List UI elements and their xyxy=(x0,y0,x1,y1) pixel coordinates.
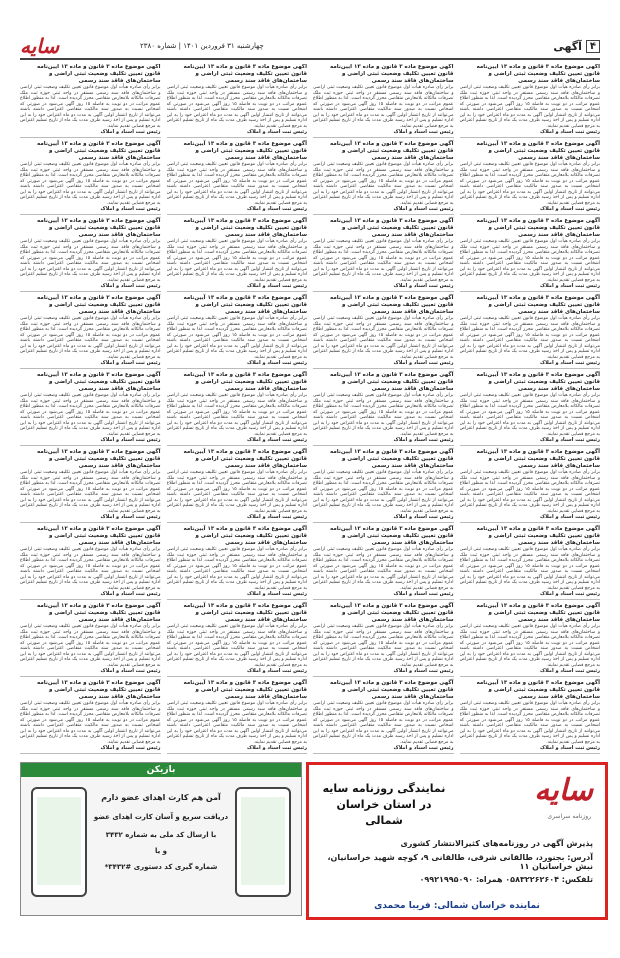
organ-ad-line4: و یا xyxy=(154,847,168,855)
notice-body: برابر رأی صادره هیأت اول موضوع قانون تعیین تکلیف وضعیت ثبتی اراضی و ساختمان‌های فاقد سند رسمی مستقر در واحد ثبتی حوزه ثبت ملک تصرفات مالکانه بلامعارض متقاضی محرز گردیده است. لذا به منظور اطلاع عموم مراتب در دو نوبت به فاصله ۱۵ روز آگهی می‌شود در صورتی که اشخاص نسبت به صدور سند مالکیت متقاضی اعتراضی داشته باشند می‌توانند از تاریخ انتشار اولین آگهی به مدت دو ماه اعتراض خود را به این اداره تسلیم و پس از اخذ رسید ظرف مدت یک ماه از تاریخ تسلیم اعتراض به مرجع قضایی تقدیم نمایند. xyxy=(459,701,600,745)
legal-notice xyxy=(167,680,308,754)
notice-body: برابر رأی صادره هیأت اول موضوع قانون تعیین تکلیف وضعیت ثبتی اراضی و ساختمان‌های فاقد سند رسمی مستقر در واحد ثبتی حوزه ثبت ملک تصرفات مالکانه بلامعارض متقاضی محرز گردیده است. لذا به منظور اطلاع عموم مراتب در دو نوبت به فاصله ۱۵ روز آگهی می‌شود در صورتی که اشخاص نسبت به صدور سند مالکیت متقاضی اعتراضی داشته باشند می‌توانند از تاریخ انتشار اولین آگهی به مدت دو ماه اعتراض خود را به این اداره تسلیم و پس از اخذ رسید ظرف مدت یک ماه از تاریخ تسلیم اعتراض به مرجع قضایی تقدیم نمایند. xyxy=(313,470,454,514)
legal-notice xyxy=(313,372,454,446)
notice-signature: رئیس ثبت اسناد و املاک xyxy=(393,437,454,443)
notice-title: آگهی موضوع ماده ۳ قانون و ماده ۱۳ آیین‌نامه قانون تعیین تکلیف وضعیت ثبتی اراضی و ساختمان‌های فاقد سند رسمی xyxy=(37,141,161,161)
notice-column xyxy=(20,64,161,754)
notice-signature: رئیس ثبت اسناد و املاک xyxy=(247,360,307,366)
notice-body: برابر رأی صادره هیأت اول موضوع قانون تعیین تکلیف وضعیت ثبتی اراضی و ساختمان‌های فاقد سند رسمی مستقر در واحد ثبتی حوزه ثبت ملک تصرفات مالکانه بلامعارض متقاضی محرز گردیده است. لذا به منظور اطلاع عموم مراتب در دو نوبت به فاصله ۱۵ روز آگهی می‌شود در صورتی که اشخاص نسبت به صدور سند مالکیت متقاضی اعتراضی داشته باشند می‌توانند از تاریخ انتشار اولین آگهی به مدت دو ماه اعتراض خود را به این اداره تسلیم و پس از اخذ رسید ظرف مدت یک ماه از تاریخ تسلیم اعتراض به مرجع قضایی تقدیم نمایند. xyxy=(313,701,454,745)
notice-title: آگهی موضوع ماده ۳ قانون و ماده ۱۳ آیین‌نامه قانون تعیین تکلیف وضعیت ثبتی اراضی و ساختمان‌های فاقد سند رسمی xyxy=(330,449,454,469)
legal-notice xyxy=(167,295,308,369)
issue-info: چهارشنبه ۳۱ فروردین ۱۴۰۱ | شماره ۲۳۸۰ xyxy=(140,42,264,50)
notice-body: برابر رأی صادره هیأت اول موضوع قانون تعیین تکلیف وضعیت ثبتی اراضی و ساختمان‌های فاقد سند رسمی مستقر در واحد ثبتی حوزه ثبت ملک تصرفات مالکانه بلامعارض متقاضی محرز گردیده است. لذا به منظور اطلاع عموم مراتب در دو نوبت به فاصله ۱۵ روز آگهی می‌شود در صورتی که اشخاص نسبت به صدور سند مالکیت متقاضی اعتراضی داشته باشند می‌توانند از تاریخ انتشار اولین آگهی به مدت دو ماه اعتراض خود را به این اداره تسلیم و پس از اخذ رسید ظرف مدت یک ماه از تاریخ تسلیم اعتراض به مرجع قضایی تقدیم نمایند. xyxy=(313,547,454,591)
notice-signature: رئیس ثبت اسناد و املاک xyxy=(247,283,307,289)
notice-signature: رئیس ثبت اسناد و املاک xyxy=(393,514,454,520)
notice-title: آگهی موضوع ماده ۳ قانون و ماده ۱۳ آیین‌نامه قانون تعیین تکلیف وضعیت ثبتی اراضی و ساختمان‌های فاقد سند رسمی xyxy=(37,372,161,392)
notice-signature: رئیس ثبت اسناد و املاک xyxy=(100,514,161,520)
legal-notice xyxy=(20,449,161,523)
saye-representative-ad xyxy=(306,762,608,920)
notice-signature: رئیس ثبت اسناد و املاک xyxy=(100,283,161,289)
legal-notice xyxy=(313,64,454,138)
organ-donation-ad xyxy=(20,762,302,916)
notice-body: برابر رأی صادره هیأت اول موضوع قانون تعیین تکلیف وضعیت ثبتی اراضی و ساختمان‌های فاقد سند رسمی مستقر در واحد ثبتی حوزه ثبت ملک تصرفات مالکانه بلامعارض متقاضی محرز گردیده است. لذا به منظور اطلاع عموم مراتب در دو نوبت به فاصله ۱۵ روز آگهی می‌شود در صورتی که اشخاص نسبت به صدور سند مالکیت متقاضی اعتراضی داشته باشند می‌توانند از تاریخ انتشار اولین آگهی به مدت دو ماه اعتراض خود را به این اداره تسلیم و پس از اخذ رسید ظرف مدت یک ماه از تاریخ تسلیم اعتراض به مرجع قضایی تقدیم نمایند. xyxy=(313,85,454,129)
notice-title: آگهی موضوع ماده ۳ قانون و ماده ۱۳ آیین‌نامه قانون تعیین تکلیف وضعیت ثبتی اراضی و ساختمان‌های فاقد سند رسمی xyxy=(476,680,600,700)
notice-body: برابر رأی صادره هیأت اول موضوع قانون تعیین تکلیف وضعیت ثبتی اراضی و ساختمان‌های فاقد سند رسمی مستقر در واحد ثبتی حوزه ثبت ملک تصرفات مالکانه بلامعارض متقاضی محرز گردیده است. لذا به منظور اطلاع عموم مراتب در دو نوبت به فاصله ۱۵ روز آگهی می‌شود در صورتی که اشخاص نسبت به صدور سند مالکیت متقاضی اعتراضی داشته باشند می‌توانند از تاریخ انتشار اولین آگهی به مدت دو ماه اعتراض خود را به این اداره تسلیم و پس از اخذ رسید ظرف مدت یک ماه از تاریخ تسلیم اعتراض به مرجع قضایی تقدیم نمایند. xyxy=(20,239,161,283)
notice-columns xyxy=(20,64,600,754)
notice-body: برابر رأی صادره هیأت اول موضوع قانون تعیین تکلیف وضعیت ثبتی اراضی و ساختمان‌های فاقد سند رسمی مستقر در واحد ثبتی حوزه ثبت ملک تصرفات مالکانه بلامعارض متقاضی محرز گردیده است. لذا به منظور اطلاع عموم مراتب در دو نوبت به فاصله ۱۵ روز آگهی می‌شود در صورتی که اشخاص نسبت به صدور سند مالکیت متقاضی اعتراضی داشته باشند می‌توانند از تاریخ انتشار اولین آگهی به مدت دو ماه اعتراض خود را به این اداره تسلیم و پس از اخذ رسید ظرف مدت یک ماه از تاریخ تسلیم اعتراض به مرجع قضایی تقدیم نمایند. xyxy=(459,316,600,360)
notice-body: برابر رأی صادره هیأت اول موضوع قانون تعیین تکلیف وضعیت ثبتی اراضی و ساختمان‌های فاقد سند رسمی مستقر در واحد ثبتی حوزه ثبت ملک تصرفات مالکانه بلامعارض متقاضی محرز گردیده است. لذا به منظور اطلاع عموم مراتب در دو نوبت به فاصله ۱۵ روز آگهی می‌شود در صورتی که اشخاص نسبت به صدور سند مالکیت متقاضی اعتراضی داشته باشند می‌توانند از تاریخ انتشار اولین آگهی به مدت دو ماه اعتراض خود را به این اداره تسلیم و پس از اخذ رسید ظرف مدت یک ماه از تاریخ تسلیم اعتراض به مرجع قضایی تقدیم نمایند. xyxy=(459,624,600,668)
notice-body: برابر رأی صادره هیأت اول موضوع قانون تعیین تکلیف وضعیت ثبتی اراضی و ساختمان‌های فاقد سند رسمی مستقر در واحد ثبتی حوزه ثبت ملک تصرفات مالکانه بلامعارض متقاضی محرز گردیده است. لذا به منظور اطلاع عموم مراتب در دو نوبت به فاصله ۱۵ روز آگهی می‌شود در صورتی که اشخاص نسبت به صدور سند مالکیت متقاضی اعتراضی داشته باشند می‌توانند از تاریخ انتشار اولین آگهی به مدت دو ماه اعتراض خود را به این اداره تسلیم و پس از اخذ رسید ظرف مدت یک ماه از تاریخ تسلیم اعتراض به مرجع قضایی تقدیم نمایند. xyxy=(313,162,454,206)
notice-title: آگهی موضوع ماده ۳ قانون و ماده ۱۳ آیین‌نامه قانون تعیین تکلیف وضعیت ثبتی اراضی و ساختمان‌های فاقد سند رسمی xyxy=(183,295,307,315)
saye-logo: سایه xyxy=(534,773,593,808)
notice-signature: رئیس ثبت اسناد و املاک xyxy=(540,745,600,751)
notice-title: آگهی موضوع ماده ۳ قانون و ماده ۱۳ آیین‌نامه قانون تعیین تکلیف وضعیت ثبتی اراضی و ساختمان‌های فاقد سند رسمی xyxy=(37,526,161,546)
notice-body: برابر رأی صادره هیأت اول موضوع قانون تعیین تکلیف وضعیت ثبتی اراضی و ساختمان‌های فاقد سند رسمی مستقر در واحد ثبتی حوزه ثبت ملک تصرفات مالکانه بلامعارض متقاضی محرز گردیده است. لذا به منظور اطلاع عموم مراتب در دو نوبت به فاصله ۱۵ روز آگهی می‌شود در صورتی که اشخاص نسبت به صدور سند مالکیت متقاضی اعتراضی داشته باشند می‌توانند از تاریخ انتشار اولین آگهی به مدت دو ماه اعتراض خود را به این اداره تسلیم و پس از اخذ رسید ظرف مدت یک ماه از تاریخ تسلیم اعتراض به مرجع قضایی تقدیم نمایند. xyxy=(166,624,307,668)
legal-notice xyxy=(167,372,308,446)
legal-notice xyxy=(460,449,601,523)
legal-notice xyxy=(460,603,601,677)
legal-notice xyxy=(460,526,601,600)
notice-title: آگهی موضوع ماده ۳ قانون و ماده ۱۳ آیین‌نامه قانون تعیین تکلیف وضعیت ثبتی اراضی و ساختمان‌های فاقد سند رسمی xyxy=(37,449,161,469)
notice-title: آگهی موضوع ماده ۳ قانون و ماده ۱۳ آیین‌نامه قانون تعیین تکلیف وضعیت ثبتی اراضی و ساختمان‌های فاقد سند رسمی xyxy=(330,295,454,315)
notice-title: آگهی موضوع ماده ۳ قانون و ماده ۱۳ آیین‌نامه قانون تعیین تکلیف وضعیت ثبتی اراضی و ساختمان‌های فاقد سند رسمی xyxy=(330,141,454,161)
ad-line-address: آدرس: بجنورد، طالقانی شرقی، طالقانی ۹، کوچه شهید خراسانیان، نبش خراسانیان ۱۱ xyxy=(327,853,593,871)
legal-notice xyxy=(167,218,308,292)
legal-notice xyxy=(460,372,601,446)
notice-title: آگهی موضوع ماده ۳ قانون و ماده ۱۳ آیین‌نامه قانون تعیین تکلیف وضعیت ثبتی اراضی و ساختمان‌های فاقد سند رسمی xyxy=(330,680,454,700)
phone-image-left xyxy=(31,787,87,897)
notice-body: برابر رأی صادره هیأت اول موضوع قانون تعیین تکلیف وضعیت ثبتی اراضی و ساختمان‌های فاقد سند رسمی مستقر در واحد ثبتی حوزه ثبت ملک تصرفات مالکانه بلامعارض متقاضی محرز گردیده است. لذا به منظور اطلاع عموم مراتب در دو نوبت به فاصله ۱۵ روز آگهی می‌شود در صورتی که اشخاص نسبت به صدور سند مالکیت متقاضی اعتراضی داشته باشند می‌توانند از تاریخ انتشار اولین آگهی به مدت دو ماه اعتراض خود را به این اداره تسلیم و پس از اخذ رسید ظرف مدت یک ماه از تاریخ تسلیم اعتراض به مرجع قضایی تقدیم نمایند. xyxy=(459,393,600,437)
notice-body: برابر رأی صادره هیأت اول موضوع قانون تعیین تکلیف وضعیت ثبتی اراضی و ساختمان‌های فاقد سند رسمی مستقر در واحد ثبتی حوزه ثبت ملک تصرفات مالکانه بلامعارض متقاضی محرز گردیده است. لذا به منظور اطلاع عموم مراتب در دو نوبت به فاصله ۱۵ روز آگهی می‌شود در صورتی که اشخاص نسبت به صدور سند مالکیت متقاضی اعتراضی داشته باشند می‌توانند از تاریخ انتشار اولین آگهی به مدت دو ماه اعتراض خود را به این اداره تسلیم و پس از اخذ رسید ظرف مدت یک ماه از تاریخ تسلیم اعتراض به مرجع قضایی تقدیم نمایند. xyxy=(20,162,161,206)
notice-title: آگهی موضوع ماده ۳ قانون و ماده ۱۳ آیین‌نامه قانون تعیین تکلیف وضعیت ثبتی اراضی و ساختمان‌های فاقد سند رسمی xyxy=(183,64,307,84)
notice-body: برابر رأی صادره هیأت اول موضوع قانون تعیین تکلیف وضعیت ثبتی اراضی و ساختمان‌های فاقد سند رسمی مستقر در واحد ثبتی حوزه ثبت ملک تصرفات مالکانه بلامعارض متقاضی محرز گردیده است. لذا به منظور اطلاع عموم مراتب در دو نوبت به فاصله ۱۵ روز آگهی می‌شود در صورتی که اشخاص نسبت به صدور سند مالکیت متقاضی اعتراضی داشته باشند می‌توانند از تاریخ انتشار اولین آگهی به مدت دو ماه اعتراض خود را به این اداره تسلیم و پس از اخذ رسید ظرف مدت یک ماه از تاریخ تسلیم اعتراض به مرجع قضایی تقدیم نمایند. xyxy=(166,393,307,437)
notice-body: برابر رأی صادره هیأت اول موضوع قانون تعیین تکلیف وضعیت ثبتی اراضی و ساختمان‌های فاقد سند رسمی مستقر در واحد ثبتی حوزه ثبت ملک تصرفات مالکانه بلامعارض متقاضی محرز گردیده است. لذا به منظور اطلاع عموم مراتب در دو نوبت به فاصله ۱۵ روز آگهی می‌شود در صورتی که اشخاص نسبت به صدور سند مالکیت متقاضی اعتراضی داشته باشند می‌توانند از تاریخ انتشار اولین آگهی به مدت دو ماه اعتراض خود را به این اداره تسلیم و پس از اخذ رسید ظرف مدت یک ماه از تاریخ تسلیم اعتراض به مرجع قضایی تقدیم نمایند. xyxy=(313,239,454,283)
ad-line-acceptance: پذیرش آگهی در روزنامه‌های کثیرالانتشار کشوری xyxy=(400,839,593,848)
notice-signature: رئیس ثبت اسناد و املاک xyxy=(540,668,600,674)
notice-signature: رئیس ثبت اسناد و املاک xyxy=(247,129,307,135)
notice-signature: رئیس ثبت اسناد و املاک xyxy=(393,591,454,597)
organ-ad-header: بازیکن xyxy=(21,763,301,777)
notice-body: برابر رأی صادره هیأت اول موضوع قانون تعیین تکلیف وضعیت ثبتی اراضی و ساختمان‌های فاقد سند رسمی مستقر در واحد ثبتی حوزه ثبت ملک تصرفات مالکانه بلامعارض متقاضی محرز گردیده است. لذا به منظور اطلاع عموم مراتب در دو نوبت به فاصله ۱۵ روز آگهی می‌شود در صورتی که اشخاص نسبت به صدور سند مالکیت متقاضی اعتراضی داشته باشند می‌توانند از تاریخ انتشار اولین آگهی به مدت دو ماه اعتراض خود را به این اداره تسلیم و پس از اخذ رسید ظرف مدت یک ماه از تاریخ تسلیم اعتراض به مرجع قضایی تقدیم نمایند. xyxy=(166,162,307,206)
notice-signature: رئیس ثبت اسناد و املاک xyxy=(100,591,161,597)
notice-signature: رئیس ثبت اسناد و املاک xyxy=(393,668,454,674)
notice-signature: رئیس ثبت اسناد و املاک xyxy=(393,360,454,366)
notice-body: برابر رأی صادره هیأت اول موضوع قانون تعیین تکلیف وضعیت ثبتی اراضی و ساختمان‌های فاقد سند رسمی مستقر در واحد ثبتی حوزه ثبت ملک تصرفات مالکانه بلامعارض متقاضی محرز گردیده است. لذا به منظور اطلاع عموم مراتب در دو نوبت به فاصله ۱۵ روز آگهی می‌شود در صورتی که اشخاص نسبت به صدور سند مالکیت متقاضی اعتراضی داشته باشند می‌توانند از تاریخ انتشار اولین آگهی به مدت دو ماه اعتراض خود را به این اداره تسلیم و پس از اخذ رسید ظرف مدت یک ماه از تاریخ تسلیم اعتراض به مرجع قضایی تقدیم نمایند. xyxy=(313,624,454,668)
legal-notice xyxy=(460,218,601,292)
legal-notice xyxy=(313,603,454,677)
legal-notice xyxy=(20,526,161,600)
notice-title: آگهی موضوع ماده ۳ قانون و ماده ۱۳ آیین‌نامه قانون تعیین تکلیف وضعیت ثبتی اراضی و ساختمان‌های فاقد سند رسمی xyxy=(476,141,600,161)
organ-ad-line1: آمن هم کارت اهدای عضو دارم xyxy=(101,793,221,802)
notice-title: آگهی موضوع ماده ۳ قانون و ماده ۱۳ آیین‌نامه قانون تعیین تکلیف وضعیت ثبتی اراضی و ساختمان‌های فاقد سند رسمی xyxy=(476,449,600,469)
notice-title: آگهی موضوع ماده ۳ قانون و ماده ۱۳ آیین‌نامه قانون تعیین تکلیف وضعیت ثبتی اراضی و ساختمان‌های فاقد سند رسمی xyxy=(330,372,454,392)
notice-title: آگهی موضوع ماده ۳ قانون و ماده ۱۳ آیین‌نامه قانون تعیین تکلیف وضعیت ثبتی اراضی و ساختمان‌های فاقد سند رسمی xyxy=(183,603,307,623)
legal-notice xyxy=(313,449,454,523)
notice-body: برابر رأی صادره هیأت اول موضوع قانون تعیین تکلیف وضعیت ثبتی اراضی و ساختمان‌های فاقد سند رسمی مستقر در واحد ثبتی حوزه ثبت ملک تصرفات مالکانه بلامعارض متقاضی محرز گردیده است. لذا به منظور اطلاع عموم مراتب در دو نوبت به فاصله ۱۵ روز آگهی می‌شود در صورتی که اشخاص نسبت به صدور سند مالکیت متقاضی اعتراضی داشته باشند می‌توانند از تاریخ انتشار اولین آگهی به مدت دو ماه اعتراض خود را به این اداره تسلیم و پس از اخذ رسید ظرف مدت یک ماه از تاریخ تسلیم اعتراض به مرجع قضایی تقدیم نمایند. xyxy=(20,547,161,591)
notice-title: آگهی موضوع ماده ۳ قانون و ماده ۱۳ آیین‌نامه قانون تعیین تکلیف وضعیت ثبتی اراضی و ساختمان‌های فاقد سند رسمی xyxy=(183,449,307,469)
notice-title: آگهی موضوع ماده ۳ قانون و ماده ۱۳ آیین‌نامه قانون تعیین تکلیف وضعیت ثبتی اراضی و ساختمان‌های فاقد سند رسمی xyxy=(37,64,161,84)
notice-signature: رئیس ثبت اسناد و املاک xyxy=(100,360,161,366)
notice-title: آگهی موضوع ماده ۳ قانون و ماده ۱۳ آیین‌نامه قانون تعیین تکلیف وضعیت ثبتی اراضی و ساختمان‌های فاقد سند رسمی xyxy=(330,526,454,546)
legal-notice xyxy=(460,64,601,138)
notice-title: آگهی موضوع ماده ۳ قانون و ماده ۱۳ آیین‌نامه قانون تعیین تکلیف وضعیت ثبتی اراضی و ساختمان‌های فاقد سند رسمی xyxy=(183,680,307,700)
notice-title: آگهی موضوع ماده ۳ قانون و ماده ۱۳ آیین‌نامه قانون تعیین تکلیف وضعیت ثبتی اراضی و ساختمان‌های فاقد سند رسمی xyxy=(476,603,600,623)
notice-body: برابر رأی صادره هیأت اول موضوع قانون تعیین تکلیف وضعیت ثبتی اراضی و ساختمان‌های فاقد سند رسمی مستقر در واحد ثبتی حوزه ثبت ملک تصرفات مالکانه بلامعارض متقاضی محرز گردیده است. لذا به منظور اطلاع عموم مراتب در دو نوبت به فاصله ۱۵ روز آگهی می‌شود در صورتی که اشخاص نسبت به صدور سند مالکیت متقاضی اعتراضی داشته باشند می‌توانند از تاریخ انتشار اولین آگهی به مدت دو ماه اعتراض خود را به این اداره تسلیم و پس از اخذ رسید ظرف مدت یک ماه از تاریخ تسلیم اعتراض به مرجع قضایی تقدیم نمایند. xyxy=(459,85,600,129)
legal-notice xyxy=(20,372,161,446)
ad-title: نمایندگی روزنامه سایه در استان خراسان شمالی xyxy=(322,782,446,827)
notice-signature: رئیس ثبت اسناد و املاک xyxy=(540,360,600,366)
organ-ad-line5: شماره گیری کد دستوری #۳۴۳۲* xyxy=(104,863,218,871)
legal-notice xyxy=(20,680,161,754)
legal-notice xyxy=(313,526,454,600)
notice-body: برابر رأی صادره هیأت اول موضوع قانون تعیین تکلیف وضعیت ثبتی اراضی و ساختمان‌های فاقد سند رسمی مستقر در واحد ثبتی حوزه ثبت ملک تصرفات مالکانه بلامعارض متقاضی محرز گردیده است. لذا به منظور اطلاع عموم مراتب در دو نوبت به فاصله ۱۵ روز آگهی می‌شود در صورتی که اشخاص نسبت به صدور سند مالکیت متقاضی اعتراضی داشته باشند می‌توانند از تاریخ انتشار اولین آگهی به مدت دو ماه اعتراض خود را به این اداره تسلیم و پس از اخذ رسید ظرف مدت یک ماه از تاریخ تسلیم اعتراض به مرجع قضایی تقدیم نمایند. xyxy=(166,701,307,745)
notice-title: آگهی موضوع ماده ۳ قانون و ماده ۱۳ آیین‌نامه قانون تعیین تکلیف وضعیت ثبتی اراضی و ساختمان‌های فاقد سند رسمی xyxy=(476,372,600,392)
notice-body: برابر رأی صادره هیأت اول موضوع قانون تعیین تکلیف وضعیت ثبتی اراضی و ساختمان‌های فاقد سند رسمی مستقر در واحد ثبتی حوزه ثبت ملک تصرفات مالکانه بلامعارض متقاضی محرز گردیده است. لذا به منظور اطلاع عموم مراتب در دو نوبت به فاصله ۱۵ روز آگهی می‌شود در صورتی که اشخاص نسبت به صدور سند مالکیت متقاضی اعتراضی داشته باشند می‌توانند از تاریخ انتشار اولین آگهی به مدت دو ماه اعتراض خود را به این اداره تسلیم و پس از اخذ رسید ظرف مدت یک ماه از تاریخ تسلیم اعتراض به مرجع قضایی تقدیم نمایند. xyxy=(20,85,161,129)
notice-column xyxy=(167,64,308,754)
legal-notice xyxy=(20,603,161,677)
notice-body: برابر رأی صادره هیأت اول موضوع قانون تعیین تکلیف وضعیت ثبتی اراضی و ساختمان‌های فاقد سند رسمی مستقر در واحد ثبتی حوزه ثبت ملک تصرفات مالکانه بلامعارض متقاضی محرز گردیده است. لذا به منظور اطلاع عموم مراتب در دو نوبت به فاصله ۱۵ روز آگهی می‌شود در صورتی که اشخاص نسبت به صدور سند مالکیت متقاضی اعتراضی داشته باشند می‌توانند از تاریخ انتشار اولین آگهی به مدت دو ماه اعتراض خود را به این اداره تسلیم و پس از اخذ رسید ظرف مدت یک ماه از تاریخ تسلیم اعتراض به مرجع قضایی تقدیم نمایند. xyxy=(313,393,454,437)
notice-signature: رئیس ثبت اسناد و املاک xyxy=(393,745,454,751)
notice-title: آگهی موضوع ماده ۳ قانون و ماده ۱۳ آیین‌نامه قانون تعیین تکلیف وضعیت ثبتی اراضی و ساختمان‌های فاقد سند رسمی xyxy=(330,218,454,238)
notice-signature: رئیس ثبت اسناد و املاک xyxy=(540,437,600,443)
notice-signature: رئیس ثبت اسناد و املاک xyxy=(540,129,600,135)
notice-title: آگهی موضوع ماده ۳ قانون و ماده ۱۳ آیین‌نامه قانون تعیین تکلیف وضعیت ثبتی اراضی و ساختمان‌های فاقد سند رسمی xyxy=(37,295,161,315)
notice-signature: رئیس ثبت اسناد و املاک xyxy=(540,283,600,289)
legal-notice xyxy=(20,141,161,215)
notice-signature: رئیس ثبت اسناد و املاک xyxy=(247,668,307,674)
ad-line-phone: تلفکس: ۰۵۸۳۲۲۶۲۶۰۴ همراه: ۰۹۹۲۱۹۹۵۰۹۰ xyxy=(419,875,593,884)
legal-notice xyxy=(20,64,161,138)
notice-signature: رئیس ثبت اسناد و املاک xyxy=(393,129,454,135)
notice-signature: رئیس ثبت اسناد و املاک xyxy=(100,437,161,443)
legal-notice xyxy=(20,218,161,292)
legal-notice xyxy=(167,141,308,215)
notice-column xyxy=(313,64,454,754)
ad-representative: نماینده خراسان شمالی: فریبا محمدی xyxy=(374,901,540,911)
notice-title: آگهی موضوع ماده ۳ قانون و ماده ۱۳ آیین‌نامه قانون تعیین تکلیف وضعیت ثبتی اراضی و ساختمان‌های فاقد سند رسمی xyxy=(37,680,161,700)
notice-signature: رئیس ثبت اسناد و املاک xyxy=(100,129,161,135)
notice-body: برابر رأی صادره هیأت اول موضوع قانون تعیین تکلیف وضعیت ثبتی اراضی و ساختمان‌های فاقد سند رسمی مستقر در واحد ثبتی حوزه ثبت ملک تصرفات مالکانه بلامعارض متقاضی محرز گردیده است. لذا به منظور اطلاع عموم مراتب در دو نوبت به فاصله ۱۵ روز آگهی می‌شود در صورتی که اشخاص نسبت به صدور سند مالکیت متقاضی اعتراضی داشته باشند می‌توانند از تاریخ انتشار اولین آگهی به مدت دو ماه اعتراض خود را به این اداره تسلیم و پس از اخذ رسید ظرف مدت یک ماه از تاریخ تسلیم اعتراض به مرجع قضایی تقدیم نمایند. xyxy=(459,239,600,283)
legal-notice xyxy=(460,141,601,215)
notice-column xyxy=(460,64,601,754)
legal-notice xyxy=(460,680,601,754)
notice-body: برابر رأی صادره هیأت اول موضوع قانون تعیین تکلیف وضعیت ثبتی اراضی و ساختمان‌های فاقد سند رسمی مستقر در واحد ثبتی حوزه ثبت ملک تصرفات مالکانه بلامعارض متقاضی محرز گردیده است. لذا به منظور اطلاع عموم مراتب در دو نوبت به فاصله ۱۵ روز آگهی می‌شود در صورتی که اشخاص نسبت به صدور سند مالکیت متقاضی اعتراضی داشته باشند می‌توانند از تاریخ انتشار اولین آگهی به مدت دو ماه اعتراض خود را به این اداره تسلیم و پس از اخذ رسید ظرف مدت یک ماه از تاریخ تسلیم اعتراض به مرجع قضایی تقدیم نمایند. xyxy=(166,239,307,283)
notice-signature: رئیس ثبت اسناد و املاک xyxy=(247,514,307,520)
notice-title: آگهی موضوع ماده ۳ قانون و ماده ۱۳ آیین‌نامه قانون تعیین تکلیف وضعیت ثبتی اراضی و ساختمان‌های فاقد سند رسمی xyxy=(183,218,307,238)
notice-body: برابر رأی صادره هیأت اول موضوع قانون تعیین تکلیف وضعیت ثبتی اراضی و ساختمان‌های فاقد سند رسمی مستقر در واحد ثبتی حوزه ثبت ملک تصرفات مالکانه بلامعارض متقاضی محرز گردیده است. لذا به منظور اطلاع عموم مراتب در دو نوبت به فاصله ۱۵ روز آگهی می‌شود در صورتی که اشخاص نسبت به صدور سند مالکیت متقاضی اعتراضی داشته باشند می‌توانند از تاریخ انتشار اولین آگهی به مدت دو ماه اعتراض خود را به این اداره تسلیم و پس از اخذ رسید ظرف مدت یک ماه از تاریخ تسلیم اعتراض به مرجع قضایی تقدیم نمایند. xyxy=(20,470,161,514)
notice-body: برابر رأی صادره هیأت اول موضوع قانون تعیین تکلیف وضعیت ثبتی اراضی و ساختمان‌های فاقد سند رسمی مستقر در واحد ثبتی حوزه ثبت ملک تصرفات مالکانه بلامعارض متقاضی محرز گردیده است. لذا به منظور اطلاع عموم مراتب در دو نوبت به فاصله ۱۵ روز آگهی می‌شود در صورتی که اشخاص نسبت به صدور سند مالکیت متقاضی اعتراضی داشته باشند می‌توانند از تاریخ انتشار اولین آگهی به مدت دو ماه اعتراض خود را به این اداره تسلیم و پس از اخذ رسید ظرف مدت یک ماه از تاریخ تسلیم اعتراض به مرجع قضایی تقدیم نمایند. xyxy=(313,316,454,360)
page-header xyxy=(20,34,600,60)
notice-body: برابر رأی صادره هیأت اول موضوع قانون تعیین تکلیف وضعیت ثبتی اراضی و ساختمان‌های فاقد سند رسمی مستقر در واحد ثبتی حوزه ثبت ملک تصرفات مالکانه بلامعارض متقاضی محرز گردیده است. لذا به منظور اطلاع عموم مراتب در دو نوبت به فاصله ۱۵ روز آگهی می‌شود در صورتی که اشخاص نسبت به صدور سند مالکیت متقاضی اعتراضی داشته باشند می‌توانند از تاریخ انتشار اولین آگهی به مدت دو ماه اعتراض خود را به این اداره تسلیم و پس از اخذ رسید ظرف مدت یک ماه از تاریخ تسلیم اعتراض به مرجع قضایی تقدیم نمایند. xyxy=(459,547,600,591)
legal-notice xyxy=(167,603,308,677)
legal-notice xyxy=(313,680,454,754)
organ-ad-line2: دریافت سریع و آسان کارت اهدای عضو xyxy=(93,813,229,821)
notice-title: آگهی موضوع ماده ۳ قانون و ماده ۱۳ آیین‌نامه قانون تعیین تکلیف وضعیت ثبتی اراضی و ساختمان‌های فاقد سند رسمی xyxy=(37,218,161,238)
notice-body: برابر رأی صادره هیأت اول موضوع قانون تعیین تکلیف وضعیت ثبتی اراضی و ساختمان‌های فاقد سند رسمی مستقر در واحد ثبتی حوزه ثبت ملک تصرفات مالکانه بلامعارض متقاضی محرز گردیده است. لذا به منظور اطلاع عموم مراتب در دو نوبت به فاصله ۱۵ روز آگهی می‌شود در صورتی که اشخاص نسبت به صدور سند مالکیت متقاضی اعتراضی داشته باشند می‌توانند از تاریخ انتشار اولین آگهی به مدت دو ماه اعتراض خود را به این اداره تسلیم و پس از اخذ رسید ظرف مدت یک ماه از تاریخ تسلیم اعتراض به مرجع قضایی تقدیم نمایند. xyxy=(166,470,307,514)
notice-body: برابر رأی صادره هیأت اول موضوع قانون تعیین تکلیف وضعیت ثبتی اراضی و ساختمان‌های فاقد سند رسمی مستقر در واحد ثبتی حوزه ثبت ملک تصرفات مالکانه بلامعارض متقاضی محرز گردیده است. لذا به منظور اطلاع عموم مراتب در دو نوبت به فاصله ۱۵ روز آگهی می‌شود در صورتی که اشخاص نسبت به صدور سند مالکیت متقاضی اعتراضی داشته باشند می‌توانند از تاریخ انتشار اولین آگهی به مدت دو ماه اعتراض خود را به این اداره تسلیم و پس از اخذ رسید ظرف مدت یک ماه از تاریخ تسلیم اعتراض به مرجع قضایی تقدیم نمایند. xyxy=(20,316,161,360)
notice-signature: رئیس ثبت اسناد و املاک xyxy=(540,591,600,597)
notice-signature: رئیس ثبت اسناد و املاک xyxy=(100,206,161,212)
notice-body: برابر رأی صادره هیأت اول موضوع قانون تعیین تکلیف وضعیت ثبتی اراضی و ساختمان‌های فاقد سند رسمی مستقر در واحد ثبتی حوزه ثبت ملک تصرفات مالکانه بلامعارض متقاضی محرز گردیده است. لذا به منظور اطلاع عموم مراتب در دو نوبت به فاصله ۱۵ روز آگهی می‌شود در صورتی که اشخاص نسبت به صدور سند مالکیت متقاضی اعتراضی داشته باشند می‌توانند از تاریخ انتشار اولین آگهی به مدت دو ماه اعتراض خود را به این اداره تسلیم و پس از اخذ رسید ظرف مدت یک ماه از تاریخ تسلیم اعتراض به مرجع قضایی تقدیم نمایند. xyxy=(20,701,161,745)
notice-body: برابر رأی صادره هیأت اول موضوع قانون تعیین تکلیف وضعیت ثبتی اراضی و ساختمان‌های فاقد سند رسمی مستقر در واحد ثبتی حوزه ثبت ملک تصرفات مالکانه بلامعارض متقاضی محرز گردیده است. لذا به منظور اطلاع عموم مراتب در دو نوبت به فاصله ۱۵ روز آگهی می‌شود در صورتی که اشخاص نسبت به صدور سند مالکیت متقاضی اعتراضی داشته باشند می‌توانند از تاریخ انتشار اولین آگهی به مدت دو ماه اعتراض خود را به این اداره تسلیم و پس از اخذ رسید ظرف مدت یک ماه از تاریخ تسلیم اعتراض به مرجع قضایی تقدیم نمایند. xyxy=(459,470,600,514)
phone-image-right xyxy=(235,787,291,897)
notice-body: برابر رأی صادره هیأت اول موضوع قانون تعیین تکلیف وضعیت ثبتی اراضی و ساختمان‌های فاقد سند رسمی مستقر در واحد ثبتی حوزه ثبت ملک تصرفات مالکانه بلامعارض متقاضی محرز گردیده است. لذا به منظور اطلاع عموم مراتب در دو نوبت به فاصله ۱۵ روز آگهی می‌شود در صورتی که اشخاص نسبت به صدور سند مالکیت متقاضی اعتراضی داشته باشند می‌توانند از تاریخ انتشار اولین آگهی به مدت دو ماه اعتراض خود را به این اداره تسلیم و پس از اخذ رسید ظرف مدت یک ماه از تاریخ تسلیم اعتراض به مرجع قضایی تقدیم نمایند. xyxy=(20,624,161,668)
legal-notice xyxy=(20,295,161,369)
saye-logo-sub: روزنامه سراسری xyxy=(547,813,591,820)
notice-signature: رئیس ثبت اسناد و املاک xyxy=(100,668,161,674)
notice-title: آگهی موضوع ماده ۳ قانون و ماده ۱۳ آیین‌نامه قانون تعیین تکلیف وضعیت ثبتی اراضی و ساختمان‌های فاقد سند رسمی xyxy=(476,218,600,238)
notice-signature: رئیس ثبت اسناد و املاک xyxy=(247,591,307,597)
notice-body: برابر رأی صادره هیأت اول موضوع قانون تعیین تکلیف وضعیت ثبتی اراضی و ساختمان‌های فاقد سند رسمی مستقر در واحد ثبتی حوزه ثبت ملک تصرفات مالکانه بلامعارض متقاضی محرز گردیده است. لذا به منظور اطلاع عموم مراتب در دو نوبت به فاصله ۱۵ روز آگهی می‌شود در صورتی که اشخاص نسبت به صدور سند مالکیت متقاضی اعتراضی داشته باشند می‌توانند از تاریخ انتشار اولین آگهی به مدت دو ماه اعتراض خود را به این اداره تسلیم و پس از اخذ رسید ظرف مدت یک ماه از تاریخ تسلیم اعتراض به مرجع قضایی تقدیم نمایند. xyxy=(166,547,307,591)
notice-title: آگهی موضوع ماده ۳ قانون و ماده ۱۳ آیین‌نامه قانون تعیین تکلیف وضعیت ثبتی اراضی و ساختمان‌های فاقد سند رسمی xyxy=(183,372,307,392)
notice-body: برابر رأی صادره هیأت اول موضوع قانون تعیین تکلیف وضعیت ثبتی اراضی و ساختمان‌های فاقد سند رسمی مستقر در واحد ثبتی حوزه ثبت ملک تصرفات مالکانه بلامعارض متقاضی محرز گردیده است. لذا به منظور اطلاع عموم مراتب در دو نوبت به فاصله ۱۵ روز آگهی می‌شود در صورتی که اشخاص نسبت به صدور سند مالکیت متقاضی اعتراضی داشته باشند می‌توانند از تاریخ انتشار اولین آگهی به مدت دو ماه اعتراض خود را به این اداره تسلیم و پس از اخذ رسید ظرف مدت یک ماه از تاریخ تسلیم اعتراض به مرجع قضایی تقدیم نمایند. xyxy=(20,393,161,437)
legal-notice xyxy=(313,295,454,369)
legal-notice xyxy=(167,64,308,138)
notice-signature: رئیس ثبت اسناد و املاک xyxy=(247,206,307,212)
notice-title: آگهی موضوع ماده ۳ قانون و ماده ۱۳ آیین‌نامه قانون تعیین تکلیف وضعیت ثبتی اراضی و ساختمان‌های فاقد سند رسمی xyxy=(330,64,454,84)
legal-notice xyxy=(167,449,308,523)
notice-signature: رئیس ثبت اسناد و املاک xyxy=(540,206,600,212)
notice-title: آگهی موضوع ماده ۳ قانون و ماده ۱۳ آیین‌نامه قانون تعیین تکلیف وضعیت ثبتی اراضی و ساختمان‌های فاقد سند رسمی xyxy=(476,295,600,315)
legal-notice xyxy=(313,218,454,292)
notice-title: آگهی موضوع ماده ۳ قانون و ماده ۱۳ آیین‌نامه قانون تعیین تکلیف وضعیت ثبتی اراضی و ساختمان‌های فاقد سند رسمی xyxy=(476,526,600,546)
notice-title: آگهی موضوع ماده ۳ قانون و ماده ۱۳ آیین‌نامه قانون تعیین تکلیف وضعیت ثبتی اراضی و ساختمان‌های فاقد سند رسمی xyxy=(476,64,600,84)
organ-ad-line3: با ارسال کد ملی به شماره ۳۴۳۲ xyxy=(105,831,217,839)
notice-signature: رئیس ثبت اسناد و املاک xyxy=(247,437,307,443)
notice-signature: رئیس ثبت اسناد و املاک xyxy=(100,745,161,751)
notice-body: برابر رأی صادره هیأت اول موضوع قانون تعیین تکلیف وضعیت ثبتی اراضی و ساختمان‌های فاقد سند رسمی مستقر در واحد ثبتی حوزه ثبت ملک تصرفات مالکانه بلامعارض متقاضی محرز گردیده است. لذا به منظور اطلاع عموم مراتب در دو نوبت به فاصله ۱۵ روز آگهی می‌شود در صورتی که اشخاص نسبت به صدور سند مالکیت متقاضی اعتراضی داشته باشند می‌توانند از تاریخ انتشار اولین آگهی به مدت دو ماه اعتراض خود را به این اداره تسلیم و پس از اخذ رسید ظرف مدت یک ماه از تاریخ تسلیم اعتراض به مرجع قضایی تقدیم نمایند. xyxy=(459,162,600,206)
legal-notice xyxy=(313,141,454,215)
notice-title: آگهی موضوع ماده ۳ قانون و ماده ۱۳ آیین‌نامه قانون تعیین تکلیف وضعیت ثبتی اراضی و ساختمان‌های فاقد سند رسمی xyxy=(183,141,307,161)
legal-notice xyxy=(460,295,601,369)
notice-body: برابر رأی صادره هیأت اول موضوع قانون تعیین تکلیف وضعیت ثبتی اراضی و ساختمان‌های فاقد سند رسمی مستقر در واحد ثبتی حوزه ثبت ملک تصرفات مالکانه بلامعارض متقاضی محرز گردیده است. لذا به منظور اطلاع عموم مراتب در دو نوبت به فاصله ۱۵ روز آگهی می‌شود در صورتی که اشخاص نسبت به صدور سند مالکیت متقاضی اعتراضی داشته باشند می‌توانند از تاریخ انتشار اولین آگهی به مدت دو ماه اعتراض خود را به این اداره تسلیم و پس از اخذ رسید ظرف مدت یک ماه از تاریخ تسلیم اعتراض به مرجع قضایی تقدیم نمایند. xyxy=(166,85,307,129)
notice-signature: رئیس ثبت اسناد و املاک xyxy=(540,514,600,520)
notice-title: آگهی موضوع ماده ۳ قانون و ماده ۱۳ آیین‌نامه قانون تعیین تکلیف وضعیت ثبتی اراضی و ساختمان‌های فاقد سند رسمی xyxy=(330,603,454,623)
notice-signature: رئیس ثبت اسناد و املاک xyxy=(393,206,454,212)
notice-signature: رئیس ثبت اسناد و املاک xyxy=(247,745,307,751)
notice-title: آگهی موضوع ماده ۳ قانون و ماده ۱۳ آیین‌نامه قانون تعیین تکلیف وضعیت ثبتی اراضی و ساختمان‌های فاقد سند رسمی xyxy=(37,603,161,623)
notice-signature: رئیس ثبت اسناد و املاک xyxy=(393,283,454,289)
notice-title: آگهی موضوع ماده ۳ قانون و ماده ۱۳ آیین‌نامه قانون تعیین تکلیف وضعیت ثبتی اراضی و ساختمان‌های فاقد سند رسمی xyxy=(183,526,307,546)
notice-body: برابر رأی صادره هیأت اول موضوع قانون تعیین تکلیف وضعیت ثبتی اراضی و ساختمان‌های فاقد سند رسمی مستقر در واحد ثبتی حوزه ثبت ملک تصرفات مالکانه بلامعارض متقاضی محرز گردیده است. لذا به منظور اطلاع عموم مراتب در دو نوبت به فاصله ۱۵ روز آگهی می‌شود در صورتی که اشخاص نسبت به صدور سند مالکیت متقاضی اعتراضی داشته باشند می‌توانند از تاریخ انتشار اولین آگهی به مدت دو ماه اعتراض خود را به این اداره تسلیم و پس از اخذ رسید ظرف مدت یک ماه از تاریخ تسلیم اعتراض به مرجع قضایی تقدیم نمایند. xyxy=(166,316,307,360)
legal-notice xyxy=(167,526,308,600)
page-number: ۴ آگهی xyxy=(553,40,600,53)
newspaper-logo: سایه xyxy=(20,34,60,58)
